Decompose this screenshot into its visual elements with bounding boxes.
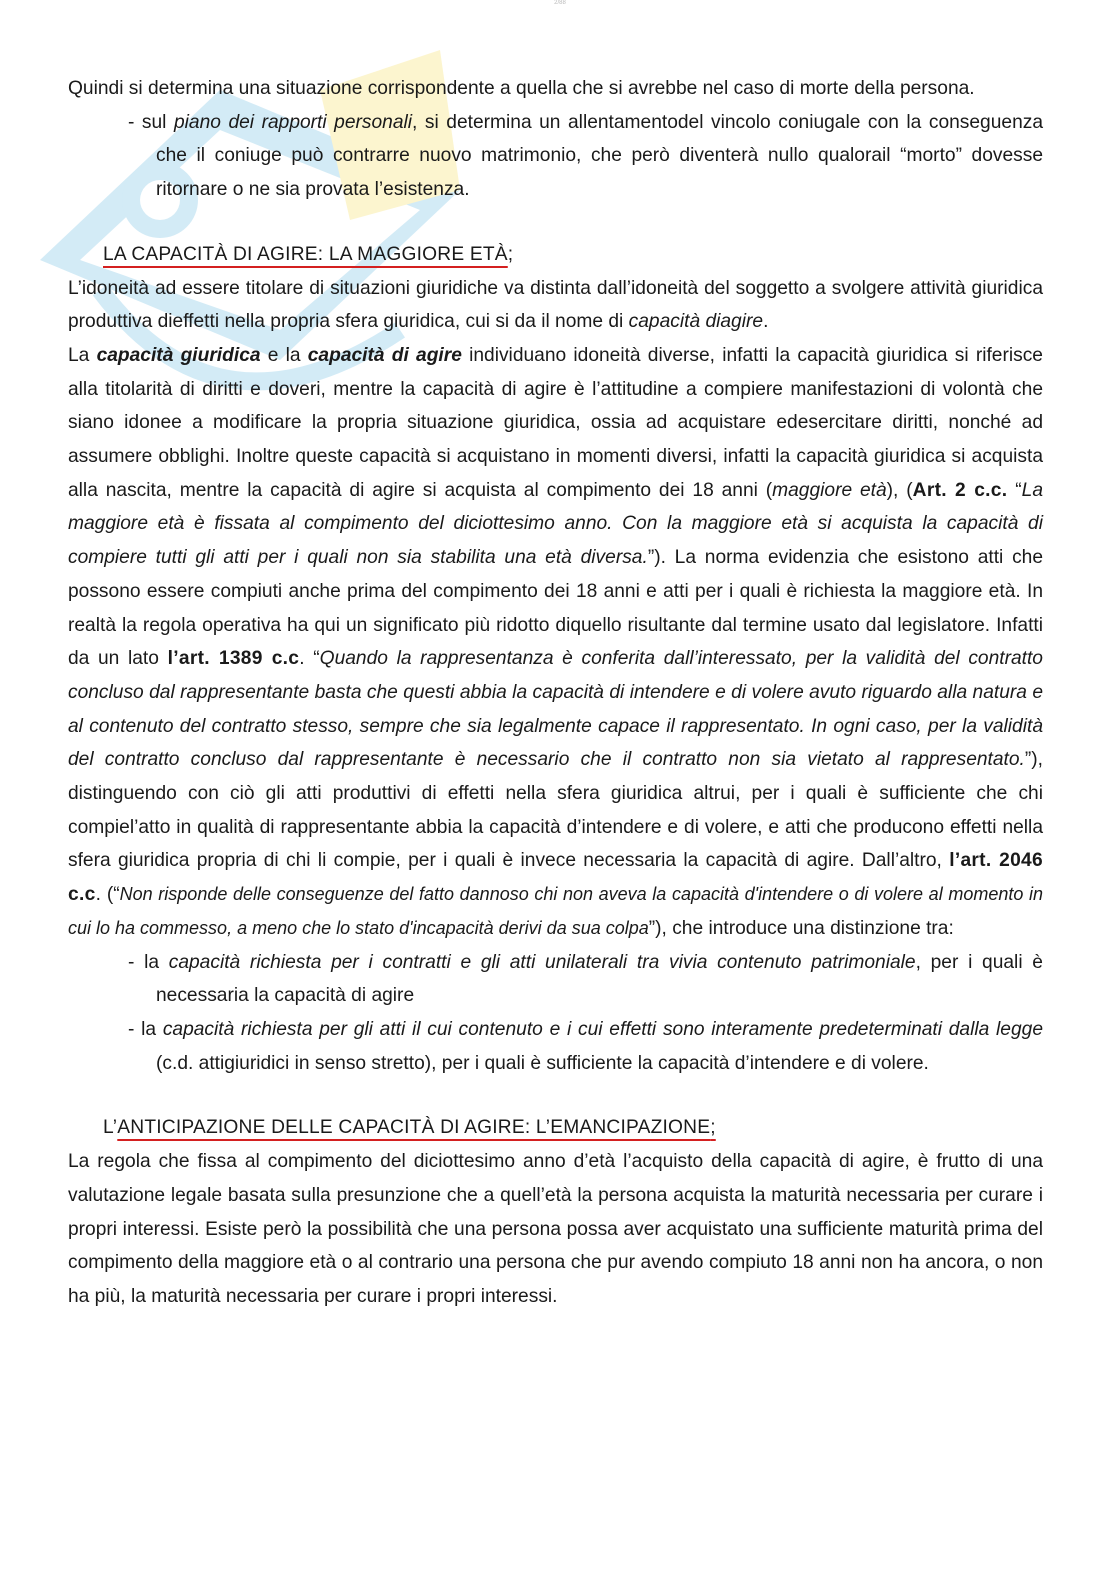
list-item-personal-relations: - sul piano dei rapporti personali, si determina un allentamentodel vincolo coniugale con la conseguenza che il coniuge può contrarre nuovo matrimonio, che però diventerà nullo qualorail “morto” dovesse ritornare o ne sia provata l’esistenza. [128, 111, 1044, 201]
paragraph-intro: Quindi si determina una situazione corrispondente a quella che si avrebbe nel caso di morte della persona. [68, 78, 975, 99]
document-body [68, 72, 1043, 1314]
page-number: 2/88 [554, 0, 566, 6]
paragraph-emancipazione: La regola che fissa al compimento del diciottesimo anno d’età l’acquisto della capacità di agire, è frutto di una valutazione legale basata sulla presunzione che a quell’età la persona acquista la maturità necessaria per curare i propri interessi. Esiste però la possibilità che una persona possa aver acquistato una sufficiente maturità prima del compimento della maggiore età o al contrario una persona che pur avendo compiuto 18 anni non ha ancora, o non ha più, la maturità necessaria per curare i propri interessi. [68, 1151, 1043, 1307]
paragraph-idoneita: L’idoneità ad essere titolare di situazioni giuridiche va distinta dall’idoneità del soggetto a svolgere attività giuridica produttiva dieffetti nella propria sfera giuridica, cui si da il nome di capacità diagire. [68, 277, 1043, 333]
section-heading-capacita-di-agire: LA CAPACITÀ DI AGIRE: LA MAGGIORE ETÀ; [103, 243, 514, 265]
list-item-atti-giuridici: - la capacità richiesta per gli atti il cui contenuto e i cui effetti sono interamente predeterminati dalla legge (c.d. attigiuridici in senso stretto), per i quali è sufficiente la capacità d’intendere e di volere. [128, 1018, 1043, 1074]
section-heading-emancipazione: L’ANTICIPAZIONE DELLE CAPACITÀ DI AGIRE: L’EMANCIPAZIONE; [103, 1117, 716, 1139]
paragraph-capacita-giuridica: La capacità giuridica e la capacità di agire individuano idoneità diverse, infatti la capacità giuridica si riferisce alla titolarità di diritti e doveri, mentre la capacità di agire è l’attitudine a compiere manifestazioni di volontà che siano idonee a modificare la propria situazione giuridica, ossia ad acquistare edesercitare diritti, nonché ad assumere obblighi. Inoltre queste capacità si acquistano in momenti diversi, infatti la capacità giuridica si acquista alla nascita, mentre la capacità di agire si acquista al compimento dei 18 anni (maggiore età), (Art. 2 c.c. “La maggiore età è fissata al compimento del diciottesimo anno. Con la maggiore età si acquista la capacità di compiere tutti gli atti per i quali non sia stabilita una età diversa.”). La norma evidenzia che esistono atti che possono essere compiuti anche prima del compimento dei 18 anni e atti per i quali è richiesta la maggiore età. In realtà la regola operativa ha qui un significato più ridotto diquello risultante dal termine usato dal legislatore. Infatti da un lato l’art. 1389 c.c. “Quando la rappresentanza è conferita dall’interessato, per la validità del contratto concluso dal rappresentante basta che questi abbia la capacità di intendere e di volere avuto riguardo alla natura e al contenuto del contratto stesso, sempre che sia legalmente capace il rappresentato. In ogni caso, per la validità del contratto concluso dal rappresentante è necessario che il contratto non sia vietato al rappresentato.”), distinguendo con ciò gli atti produttivi di effetti nella sfera giuridica altrui, per i quali è sufficiente che chi compiel’atto in qualità di rappresentante abbia la capacità d’intendere e di volere, e atti che producono effetti nella sfera giuridica propria di chi li compie, per i quali è invece necessaria la capacità di agire. Dall’altro, l’art. 2046 c.c. (“Non risponde delle conseguenze del fatto dannoso chi non aveva la capacità d'intendere o di volere al momento in cui lo ha commesso, a meno che lo stato d'incapacità derivi da sua colpa”), che introduce una distinzione tra: [68, 344, 1043, 939]
list-item-contratti: - la capacità richiesta per i contratti e gli atti unilaterali tra vivia contenuto patrimoniale, per i quali è necessaria la capacità di agire [128, 951, 1043, 1007]
